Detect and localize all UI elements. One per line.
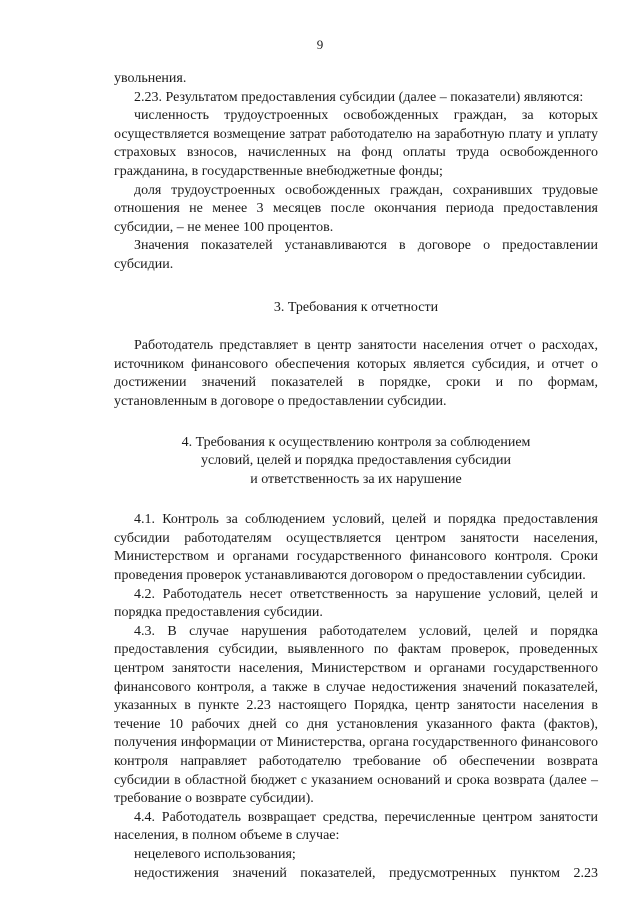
section-heading-line: и ответственность за их нарушение <box>250 471 462 487</box>
paragraph: 4.4. Работодатель возвращает средства, перечисленные центром занятости населения, в полном объеме в случае: <box>114 809 598 844</box>
paragraph: 4.2. Работодатель несет ответственность за нарушение условий, целей и порядка предоставления субсидии. <box>114 586 598 621</box>
paragraph: доля трудоустроенных освобожденных граждан, сохранивших трудовые отношения не менее 3 месяцев после окончания периода предоставления субсидии, – не менее 100 процентов. <box>114 182 598 235</box>
document-body <box>114 70 598 883</box>
paragraph: 4.3. В случае нарушения работодателем условий, целей и порядка предоставления субсидии, выявленного по фактам проверок, проведенных центром занятости населения, Министерством и органами государственного финансового контроля, а также в случае недостижения значений показателей, указанных в пункте 2.23 настоящего Порядка, центр занятости населения в течение 10 рабочих дней со дня установления указанного факта (фактов), получения информации от Министерства, органа государственного финансового контроля направляет работодателю требование об обеспечении возврата субсидии в областной бюджет с указанием оснований и срока возврата (далее – требование о возврате субсидии). <box>114 623 598 807</box>
section-heading <box>114 299 598 318</box>
paragraph: 4.1. Контроль за соблюдением условий, целей и порядка предоставления субсидии работодателям осуществляется центром занятости населения, Министерством и органами государственного финансового контроля. Сроки проведения проверок устанавливаются договором о предоставлении субсидии. <box>114 512 598 584</box>
paragraph: численность трудоустроенных освобожденных граждан, за которых осуществляется возмещение затрат работодателю на заработную плату и уплату страховых взносов, начисленных на фонд оплаты труда освобожденного гражданина, в государственные внебюджетные фонды; <box>114 108 598 179</box>
paragraph: Значения показателей устанавливаются в договоре о предоставлении субсидии. <box>114 238 598 272</box>
paragraph: Работодатель представляет в центр занятости населения отчет о расходах, источником финансового обеспечения которых является субсидия, и отчет о достижении значений показателей в порядке, сроки и по формам, установленным в договоре о предоставлении субсидии. <box>114 338 598 409</box>
section-heading-line: 3. Требования к отчетности <box>273 299 439 315</box>
paragraph: нецелевого использования; <box>134 846 296 862</box>
section-heading-line: условий, целей и порядка предоставления субсидии <box>200 453 512 469</box>
paragraph: 2.23. Результатом предоставления субсидии (далее – показатели) являются: <box>134 89 584 105</box>
paragraph: недостижения значений показателей, предусмотренных пунктом 2.23 <box>134 865 598 881</box>
page-number: 9 <box>316 37 324 52</box>
section-heading <box>114 434 598 490</box>
paragraph: увольнения. <box>114 71 187 86</box>
section-heading-line: 4. Требования к осуществлению контроля за соблюдением <box>181 434 531 450</box>
